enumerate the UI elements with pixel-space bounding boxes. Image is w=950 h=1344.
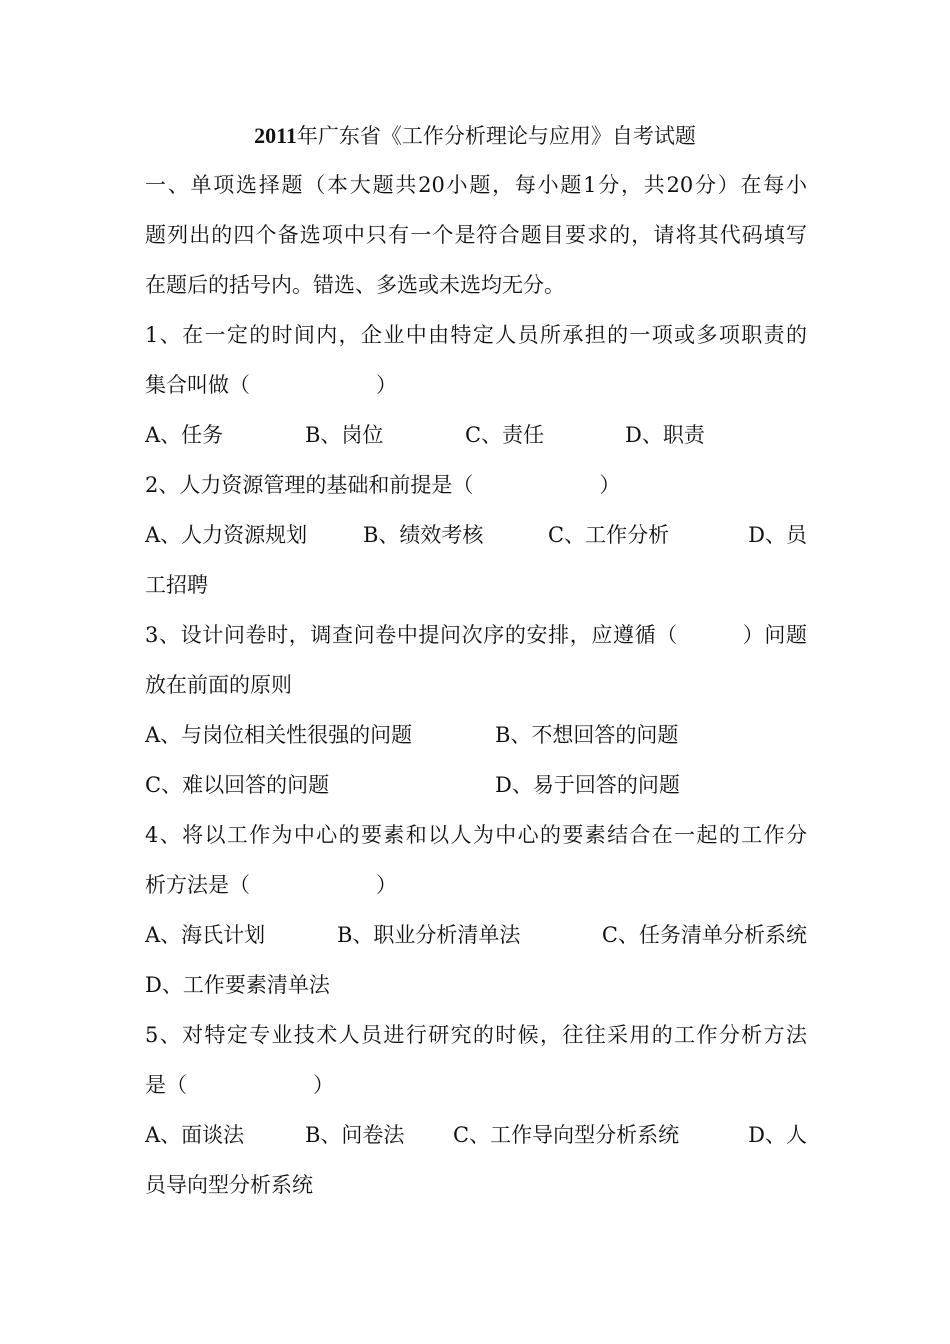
section-header-line-1: 一、单项选择题（本大题共20小题，每小题1分，共20分）在每小	[145, 173, 807, 197]
question-5-option-c: C、工作导向型分析系统	[453, 1123, 680, 1147]
page-title	[145, 116, 805, 156]
question-2-option-b: B、绩效考核	[363, 523, 484, 547]
question-3-option-b: B、不想回答的问题	[495, 723, 679, 747]
question-2-options	[145, 515, 807, 555]
question-1-option-a: A、任务	[145, 423, 224, 447]
question-4-line-2: 析方法是（ ）	[145, 873, 397, 897]
question-1-option-c: C、责任	[465, 423, 545, 447]
question-3-option-d: D、易于回答的问题	[495, 773, 680, 797]
question-4-option-c: C、任务清单分析系统	[601, 923, 807, 947]
question-3-line-2: 放在前面的原则	[145, 673, 292, 697]
question-1-option-b: B、岗位	[305, 423, 384, 447]
question-5-option-d: D、人	[748, 1123, 807, 1147]
question-4-option-b: B、职业分析清单法	[337, 923, 521, 947]
title-text: 年广东省《工作分析理论与应用》自考试题	[296, 124, 696, 148]
question-2-option-a: A、人力资源规划	[145, 523, 308, 547]
question-5-option-b: B、问卷法	[305, 1123, 405, 1147]
question-1-line-2: 集合叫做（ ）	[145, 373, 397, 397]
question-3-option-a: A、与岗位相关性很强的问题	[145, 723, 413, 747]
question-3-option-c: C、难以回答的问题	[145, 773, 330, 797]
question-2-option-d: D、员	[748, 523, 807, 547]
question-3-options-row-1	[145, 715, 807, 755]
question-4-option-a: A、海氏计划	[145, 923, 266, 947]
question-5-line-1: 5、对特定专业技术人员进行研究的时候，往往采用的工作分析方法	[145, 1023, 807, 1047]
question-2-option-c: C、工作分析	[548, 523, 670, 547]
question-3-options-row-2	[145, 765, 807, 805]
question-5-option-d-wrap: 员导向型分析系统	[145, 1173, 313, 1197]
title-year: 2011	[254, 123, 297, 148]
question-2-line-1: 2、人力资源管理的基础和前提是（ ）	[145, 473, 621, 497]
question-1-line-1: 1、在一定的时间内，企业中由特定人员所承担的一项或多项职责的	[145, 323, 807, 347]
section-header-line-3: 在题后的括号内。错选、多选或未选均无分。	[145, 273, 565, 297]
question-4-line-1: 4、将以工作为中心的要素和以人为中心的要素结合在一起的工作分	[145, 823, 807, 847]
section-header-line-2: 题列出的四个备选项中只有一个是符合题目要求的，请将其代码填写	[145, 223, 807, 247]
question-1-options	[145, 415, 807, 455]
question-4-option-d: D、工作要素清单法	[145, 973, 330, 997]
question-3-line-1: 3、设计问卷时，调查问卷中提问次序的安排，应遵循（ ）问题	[145, 623, 807, 647]
question-5-line-2: 是（ ）	[145, 1073, 334, 1097]
question-5-option-a: A、面谈法	[145, 1123, 245, 1147]
question-1-option-d: D、职责	[625, 423, 705, 447]
question-4-options	[145, 915, 807, 955]
question-5-options	[145, 1115, 807, 1155]
question-2-option-d-wrap: 工招聘	[145, 573, 208, 597]
